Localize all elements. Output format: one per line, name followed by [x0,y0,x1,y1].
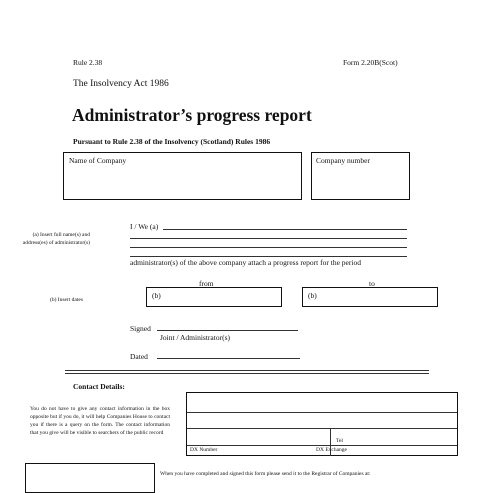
from-date-box[interactable] [146,287,282,307]
to-date-marker: (b) [308,291,317,300]
contact-line-1 [187,412,457,413]
company-name-label: Name of Company [69,156,127,165]
dx-number-label: DX Number [190,447,218,453]
page-title: Administrator’s progress report [72,105,312,125]
contact-line-2 [187,428,457,429]
signed-label: Signed [130,324,151,333]
to-date-box[interactable] [302,287,438,307]
page-subtitle: Pursuant to Rule 2.38 of the Insolvency (Scotland) Rules 1986 [73,137,271,146]
separator-bottom [65,373,429,374]
separator-top [65,370,429,371]
from-date-marker: (b) [152,291,161,300]
dx-exchange-label: DX Exchange [316,447,348,453]
company-number-label: Company number [316,156,370,165]
act-name: The Insolvency Act 1986 [73,79,169,89]
note-b: (b) Insert dates [50,297,83,303]
signature-line[interactable] [157,330,298,331]
tel-label: Tel [336,438,343,444]
date-line[interactable] [157,358,300,359]
note-a: (a) Insert full name(s) and address(es) of administrator(s) [22,232,90,246]
joint-administrators-label: Joint / Administrator(s) [160,333,230,342]
send-instructions: When you have completed and signed this form please send it to the Registrar of Companies at: [160,471,371,477]
form-number: Form 2.20B(Scot) [343,58,398,67]
contact-heading: Contact Details: [73,382,125,391]
admin-name-line-2[interactable] [130,238,407,239]
attach-statement: administrator(s) of the above company attach a progress report for the period [130,258,361,267]
rule-number: Rule 2.38 [73,58,103,67]
presenter-box[interactable] [25,463,155,493]
dated-label: Dated [130,352,148,361]
contact-note: You do not have to give any contact information in the box opposite but if you do, it will help Companies House to contact you if there is a query on the form. The contact information that you give will be visible to searchers of the public record [30,406,170,436]
company-name-box[interactable] [63,152,302,200]
from-label: from [199,279,214,288]
admin-name-line-3[interactable] [130,247,407,248]
contact-box[interactable] [186,392,458,456]
admin-name-line-4[interactable] [130,256,407,257]
admin-name-line-1[interactable] [163,229,407,230]
company-number-box[interactable] [311,152,410,200]
to-label: to [369,279,375,288]
i-we-label: I / We (a) [130,222,159,231]
